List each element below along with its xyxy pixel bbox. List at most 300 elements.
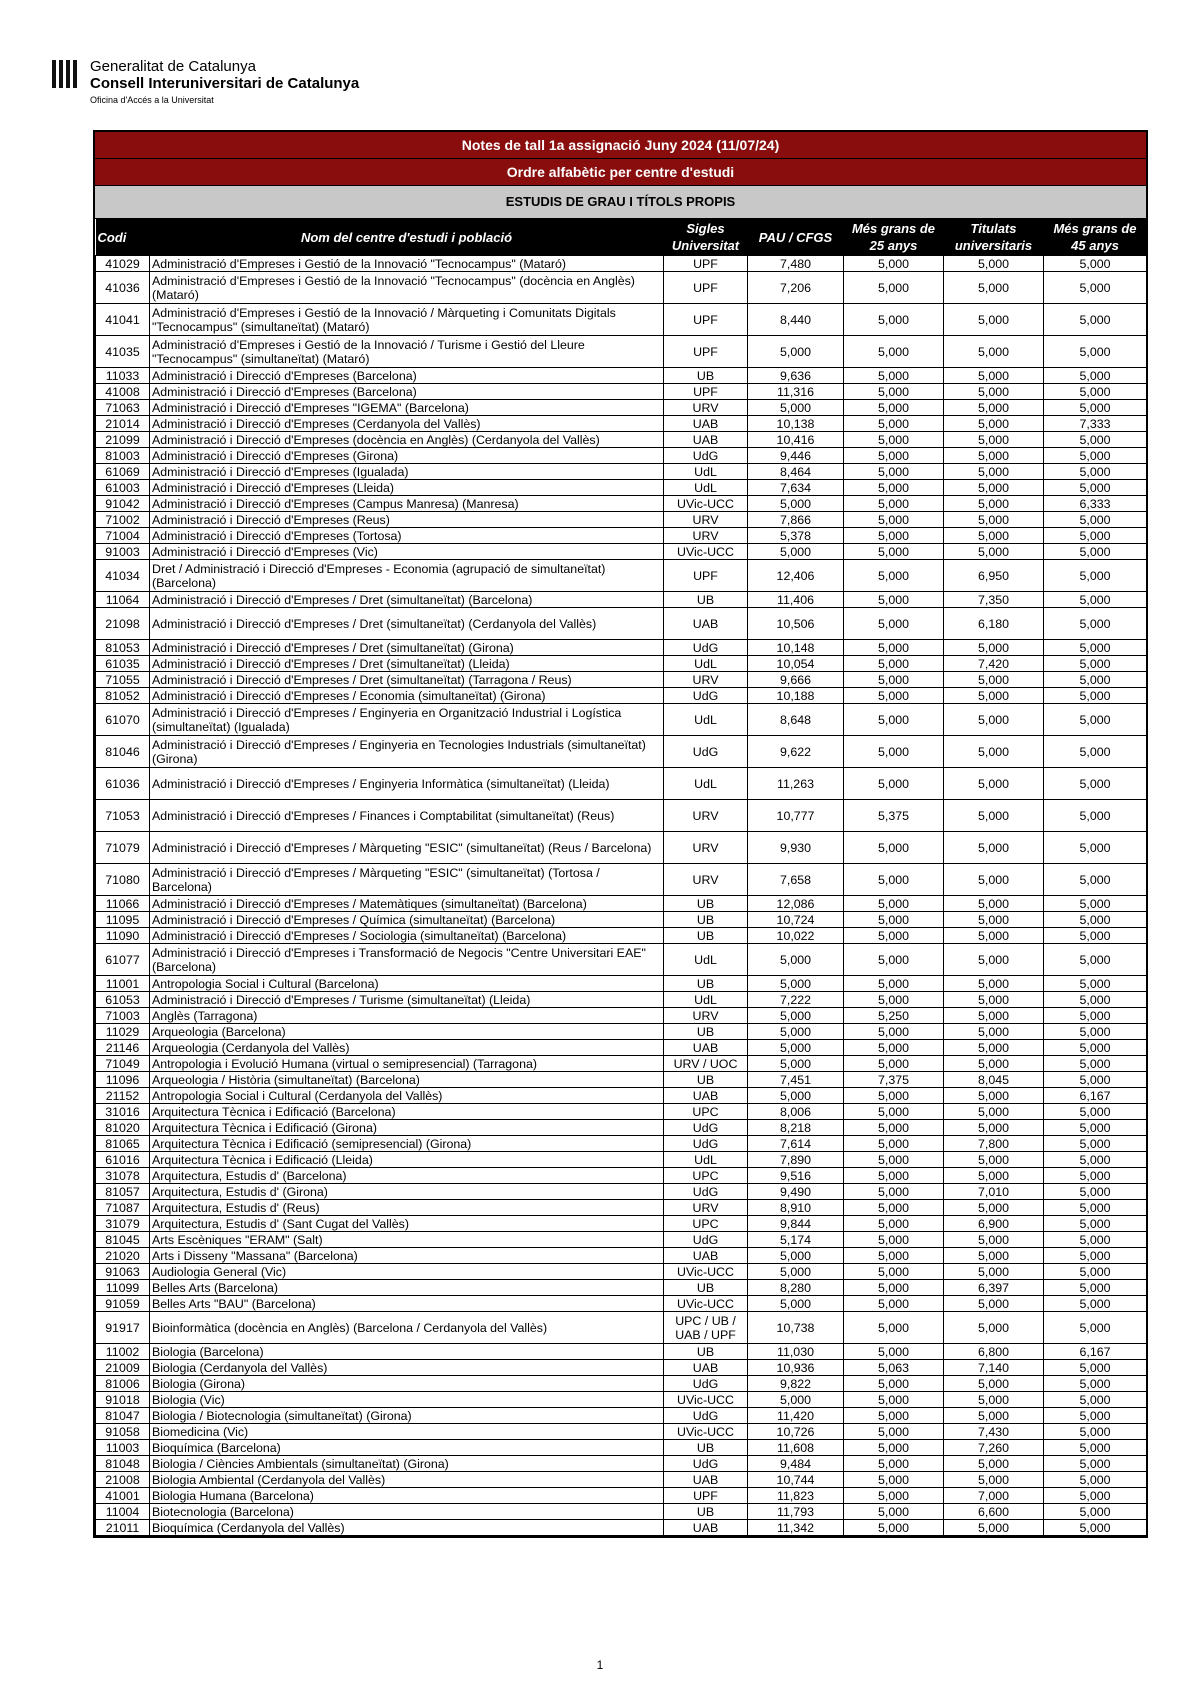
cell-universitat: URV <box>664 800 748 832</box>
column-header-nom: Nom del centre d'estudi i població <box>150 219 664 256</box>
cell-mes-grans-25: 5,000 <box>844 1184 944 1200</box>
cell-mes-grans-45: 5,000 <box>1044 896 1147 912</box>
cell-mes-grans-45: 5,000 <box>1044 384 1147 400</box>
cell-titulats: 6,950 <box>944 560 1044 592</box>
cell-universitat: UPC <box>664 1168 748 1184</box>
cell-titulats: 5,000 <box>944 928 1044 944</box>
cell-pau: 7,634 <box>748 480 844 496</box>
cell-pau: 11,793 <box>748 1504 844 1520</box>
cell-titulats: 7,420 <box>944 656 1044 672</box>
cell-nom: Arqueologia (Barcelona) <box>150 1024 664 1040</box>
cell-titulats: 5,000 <box>944 256 1044 272</box>
table-row <box>96 1248 1147 1264</box>
table-row <box>96 1424 1147 1440</box>
table-row <box>96 768 1147 800</box>
cell-pau: 7,222 <box>748 992 844 1008</box>
cell-mes-grans-45: 5,000 <box>1044 1312 1147 1344</box>
cell-nom: Biologia / Ciències Ambientals (simultaneïtat) (Girona) <box>150 1456 664 1472</box>
table-row <box>96 1392 1147 1408</box>
table-row <box>96 1200 1147 1216</box>
cell-universitat: UdL <box>664 992 748 1008</box>
table-row <box>96 1088 1147 1104</box>
cell-codi: 21098 <box>96 608 150 640</box>
cell-universitat: UB <box>664 1440 748 1456</box>
cell-titulats: 5,000 <box>944 896 1044 912</box>
cell-nom: Arts Escèniques "ERAM" (Salt) <box>150 1232 664 1248</box>
cell-titulats: 7,430 <box>944 1424 1044 1440</box>
cell-mes-grans-45: 5,000 <box>1044 1488 1147 1504</box>
table-row <box>96 1152 1147 1168</box>
cell-pau: 11,823 <box>748 1488 844 1504</box>
cell-mes-grans-25: 5,375 <box>844 800 944 832</box>
table-body <box>96 256 1147 1536</box>
cell-codi: 81048 <box>96 1456 150 1472</box>
cell-codi: 21008 <box>96 1472 150 1488</box>
cell-mes-grans-45: 5,000 <box>1044 864 1147 896</box>
cell-mes-grans-45: 5,000 <box>1044 464 1147 480</box>
cell-codi: 11003 <box>96 1440 150 1456</box>
cell-codi: 41001 <box>96 1488 150 1504</box>
cell-mes-grans-25: 5,000 <box>844 1056 944 1072</box>
cell-nom: Biologia (Cerdanyola del Vallès) <box>150 1360 664 1376</box>
table-row <box>96 1376 1147 1392</box>
cell-nom: Administració i Direcció d'Empreses / Dret (simultaneïtat) (Cerdanyola del Vallès) <box>150 608 664 640</box>
cell-mes-grans-25: 5,000 <box>844 464 944 480</box>
cell-nom: Antropologia Social i Cultural (Cerdanyola del Vallès) <box>150 1088 664 1104</box>
table-row <box>96 1360 1147 1376</box>
cell-universitat: UAB <box>664 432 748 448</box>
cell-codi: 41034 <box>96 560 150 592</box>
cell-pau: 9,636 <box>748 368 844 384</box>
cell-nom: Audiologia General (Vic) <box>150 1264 664 1280</box>
cell-mes-grans-25: 5,000 <box>844 1040 944 1056</box>
cell-codi: 61016 <box>96 1152 150 1168</box>
cell-mes-grans-45: 5,000 <box>1044 1376 1147 1392</box>
table-row <box>96 608 1147 640</box>
cell-nom: Administració i Direcció d'Empreses / Sociologia (simultaneïtat) (Barcelona) <box>150 928 664 944</box>
cell-nom: Arquitectura, Estudis d' (Reus) <box>150 1200 664 1216</box>
cell-mes-grans-25: 5,000 <box>844 1440 944 1456</box>
cell-mes-grans-45: 5,000 <box>1044 592 1147 608</box>
cell-nom: Administració i Direcció d'Empreses / Enginyeria en Tecnologies Industrials (simultaneïtat) (Girona) <box>150 736 664 768</box>
cell-codi: 41036 <box>96 272 150 304</box>
cell-mes-grans-25: 5,250 <box>844 1008 944 1024</box>
cell-pau: 9,822 <box>748 1376 844 1392</box>
cell-mes-grans-45: 5,000 <box>1044 1120 1147 1136</box>
cell-universitat: URV <box>664 1200 748 1216</box>
cell-titulats: 5,000 <box>944 1104 1044 1120</box>
cell-codi: 81045 <box>96 1232 150 1248</box>
table-row <box>96 1520 1147 1536</box>
cell-mes-grans-25: 5,000 <box>844 480 944 496</box>
cell-pau: 11,030 <box>748 1344 844 1360</box>
cell-universitat: UdG <box>664 1136 748 1152</box>
cell-pau: 10,148 <box>748 640 844 656</box>
cell-pau: 5,000 <box>748 1264 844 1280</box>
cell-codi: 71002 <box>96 512 150 528</box>
cell-titulats: 5,000 <box>944 1472 1044 1488</box>
cell-titulats: 6,600 <box>944 1504 1044 1520</box>
cell-titulats: 5,000 <box>944 1056 1044 1072</box>
cell-nom: Administració d'Empreses i Gestió de la Innovació / Turisme i Gestió del Lleure "Tecnocampus" (simultaneïtat) (Mataró) <box>150 336 664 368</box>
cell-codi: 21009 <box>96 1360 150 1376</box>
generalitat-logo-icon <box>52 60 78 88</box>
cell-universitat: UVic-UCC <box>664 1424 748 1440</box>
document-subtitle: Ordre alfabètic per centre d'estudi <box>95 159 1146 186</box>
cell-mes-grans-45: 5,000 <box>1044 304 1147 336</box>
cell-titulats: 7,260 <box>944 1440 1044 1456</box>
cell-nom: Biomedicina (Vic) <box>150 1424 664 1440</box>
cell-mes-grans-45: 5,000 <box>1044 1520 1147 1536</box>
document-title: Notes de tall 1a assignació Juny 2024 (11/07/24) <box>95 132 1146 159</box>
cell-titulats: 5,000 <box>944 1408 1044 1424</box>
cell-nom: Biologia / Biotecnologia (simultaneïtat) (Girona) <box>150 1408 664 1424</box>
cell-pau: 5,000 <box>748 1056 844 1072</box>
cell-titulats: 5,000 <box>944 1008 1044 1024</box>
cell-codi: 81003 <box>96 448 150 464</box>
table-row <box>96 736 1147 768</box>
cell-universitat: UAB <box>664 608 748 640</box>
cell-codi: 91042 <box>96 496 150 512</box>
cell-mes-grans-25: 5,000 <box>844 928 944 944</box>
cell-titulats: 5,000 <box>944 1120 1044 1136</box>
cell-nom: Administració i Direcció d'Empreses / Economia (simultaneïtat) (Girona) <box>150 688 664 704</box>
cell-universitat: UdG <box>664 1376 748 1392</box>
cell-pau: 11,420 <box>748 1408 844 1424</box>
cell-universitat: UdG <box>664 688 748 704</box>
cell-pau: 5,000 <box>748 944 844 976</box>
table-row <box>96 416 1147 432</box>
cell-mes-grans-45: 5,000 <box>1044 672 1147 688</box>
cell-mes-grans-45: 5,000 <box>1044 368 1147 384</box>
cell-nom: Anglès (Tarragona) <box>150 1008 664 1024</box>
cell-mes-grans-25: 5,000 <box>844 656 944 672</box>
cell-titulats: 5,000 <box>944 688 1044 704</box>
cell-titulats: 5,000 <box>944 992 1044 1008</box>
cell-universitat: URV <box>664 400 748 416</box>
cell-pau: 10,506 <box>748 608 844 640</box>
cell-titulats: 7,800 <box>944 1136 1044 1152</box>
cell-universitat: UB <box>664 592 748 608</box>
cell-mes-grans-25: 5,000 <box>844 1344 944 1360</box>
cell-titulats: 5,000 <box>944 864 1044 896</box>
cell-mes-grans-25: 5,000 <box>844 544 944 560</box>
cell-codi: 41008 <box>96 384 150 400</box>
cell-mes-grans-45: 5,000 <box>1044 912 1147 928</box>
cell-codi: 31079 <box>96 1216 150 1232</box>
cell-titulats: 7,010 <box>944 1184 1044 1200</box>
cell-titulats: 5,000 <box>944 400 1044 416</box>
cell-mes-grans-25: 5,000 <box>844 304 944 336</box>
cell-nom: Bioquímica (Barcelona) <box>150 1440 664 1456</box>
table-row <box>96 1312 1147 1344</box>
cell-universitat: UVic-UCC <box>664 496 748 512</box>
cell-titulats: 5,000 <box>944 1264 1044 1280</box>
cell-nom: Administració i Direcció d'Empreses / Finances i Comptabilitat (simultaneïtat) (Reus) <box>150 800 664 832</box>
cell-mes-grans-25: 5,000 <box>844 368 944 384</box>
cell-codi: 81020 <box>96 1120 150 1136</box>
cell-universitat: UPF <box>664 1488 748 1504</box>
cell-titulats: 5,000 <box>944 1200 1044 1216</box>
cell-universitat: URV <box>664 528 748 544</box>
table-row <box>96 800 1147 832</box>
table-row <box>96 304 1147 336</box>
cell-nom: Arqueologia / Història (simultaneïtat) (Barcelona) <box>150 1072 664 1088</box>
table-row <box>96 1040 1147 1056</box>
cell-nom: Antropologia Social i Cultural (Barcelona) <box>150 976 664 992</box>
cell-codi: 71053 <box>96 800 150 832</box>
cell-mes-grans-45: 5,000 <box>1044 1184 1147 1200</box>
table-row <box>96 944 1147 976</box>
cell-universitat: URV <box>664 832 748 864</box>
cell-pau: 11,263 <box>748 768 844 800</box>
cell-mes-grans-25: 5,000 <box>844 1392 944 1408</box>
cell-universitat: UB <box>664 928 748 944</box>
cell-codi: 41041 <box>96 304 150 336</box>
cell-pau: 5,000 <box>748 496 844 512</box>
table-row <box>96 1216 1147 1232</box>
cell-universitat: UAB <box>664 416 748 432</box>
cell-titulats: 5,000 <box>944 1520 1044 1536</box>
cell-mes-grans-45: 5,000 <box>1044 640 1147 656</box>
cell-titulats: 5,000 <box>944 1232 1044 1248</box>
cell-mes-grans-25: 5,000 <box>844 832 944 864</box>
cell-universitat: URV <box>664 864 748 896</box>
cell-codi: 11096 <box>96 1072 150 1088</box>
cell-mes-grans-25: 5,000 <box>844 560 944 592</box>
table-row <box>96 432 1147 448</box>
cell-codi: 71004 <box>96 528 150 544</box>
org-name-line3: Oficina d'Accés a la Universitat <box>90 95 214 105</box>
cell-pau: 5,378 <box>748 528 844 544</box>
cell-universitat: URV <box>664 512 748 528</box>
cell-titulats: 5,000 <box>944 672 1044 688</box>
cell-pau: 5,000 <box>748 976 844 992</box>
cell-universitat: UdG <box>664 1184 748 1200</box>
cell-universitat: UB <box>664 896 748 912</box>
cell-mes-grans-25: 5,000 <box>844 1200 944 1216</box>
cell-titulats: 5,000 <box>944 528 1044 544</box>
table-row <box>96 1184 1147 1200</box>
cell-codi: 81006 <box>96 1376 150 1392</box>
cell-universitat: UB <box>664 912 748 928</box>
cell-universitat: UVic-UCC <box>664 1296 748 1312</box>
cell-mes-grans-45: 5,000 <box>1044 736 1147 768</box>
cell-pau: 5,000 <box>748 1024 844 1040</box>
cell-pau: 7,890 <box>748 1152 844 1168</box>
cell-mes-grans-25: 5,000 <box>844 336 944 368</box>
cell-nom: Administració d'Empreses i Gestió de la Innovació / Màrqueting i Comunitats Digitals "Tecnocampus" (simultaneïtat) (Mataró) <box>150 304 664 336</box>
cell-universitat: UPF <box>664 560 748 592</box>
cell-mes-grans-45: 5,000 <box>1044 1104 1147 1120</box>
cell-mes-grans-25: 5,000 <box>844 592 944 608</box>
cell-mes-grans-25: 5,000 <box>844 1104 944 1120</box>
cell-codi: 61077 <box>96 944 150 976</box>
cell-nom: Administració i Direcció d'Empreses / Màrqueting "ESIC" (simultaneïtat) (Reus / Barcelona) <box>150 832 664 864</box>
cell-universitat: UdL <box>664 656 748 672</box>
results-sheet <box>93 130 1148 1538</box>
cell-nom: Arquitectura Tècnica i Edificació (Barcelona) <box>150 1104 664 1120</box>
cell-nom: Administració i Direcció d'Empreses / Química (simultaneïtat) (Barcelona) <box>150 912 664 928</box>
column-header-mes-grans-45: Més grans de 45 anys <box>1044 219 1147 256</box>
cell-nom: Administració i Direcció d'Empreses / Turisme (simultaneïtat) (Lleida) <box>150 992 664 1008</box>
cell-pau: 8,910 <box>748 1200 844 1216</box>
cell-titulats: 5,000 <box>944 912 1044 928</box>
cell-mes-grans-45: 5,000 <box>1044 1264 1147 1280</box>
table-row <box>96 672 1147 688</box>
table-row <box>96 1488 1147 1504</box>
cell-codi: 61035 <box>96 656 150 672</box>
cell-mes-grans-45: 5,000 <box>1044 272 1147 304</box>
cell-nom: Administració i Direcció d'Empreses / Màrqueting "ESIC" (simultaneïtat) (Tortosa / Barcelona) <box>150 864 664 896</box>
cell-pau: 7,206 <box>748 272 844 304</box>
cell-titulats: 5,000 <box>944 800 1044 832</box>
cell-pau: 9,622 <box>748 736 844 768</box>
cell-mes-grans-25: 5,000 <box>844 416 944 432</box>
cell-pau: 5,000 <box>748 1088 844 1104</box>
cell-codi: 71055 <box>96 672 150 688</box>
cell-codi: 11033 <box>96 368 150 384</box>
cell-mes-grans-45: 5,000 <box>1044 608 1147 640</box>
cell-nom: Administració i Direcció d'Empreses (Barcelona) <box>150 384 664 400</box>
table-row <box>96 1280 1147 1296</box>
table-row <box>96 1136 1147 1152</box>
cell-mes-grans-25: 5,000 <box>844 1408 944 1424</box>
cell-universitat: UPC <box>664 1104 748 1120</box>
cell-titulats: 6,180 <box>944 608 1044 640</box>
cell-titulats: 5,000 <box>944 480 1044 496</box>
cell-titulats: 6,900 <box>944 1216 1044 1232</box>
cell-codi: 11004 <box>96 1504 150 1520</box>
cell-codi: 91058 <box>96 1424 150 1440</box>
cell-codi: 91063 <box>96 1264 150 1280</box>
cell-nom: Arts i Disseny "Massana" (Barcelona) <box>150 1248 664 1264</box>
cell-mes-grans-25: 5,000 <box>844 496 944 512</box>
cell-mes-grans-45: 6,167 <box>1044 1088 1147 1104</box>
cell-titulats: 5,000 <box>944 1376 1044 1392</box>
cell-titulats: 5,000 <box>944 640 1044 656</box>
cell-universitat: UVic-UCC <box>664 544 748 560</box>
cell-pau: 9,446 <box>748 448 844 464</box>
cell-mes-grans-45: 5,000 <box>1044 656 1147 672</box>
cell-nom: Biologia Humana (Barcelona) <box>150 1488 664 1504</box>
cell-nom: Administració i Direcció d'Empreses (Reus) <box>150 512 664 528</box>
table-row <box>96 656 1147 672</box>
cell-mes-grans-45: 5,000 <box>1044 976 1147 992</box>
column-header-codi: Codi <box>96 219 150 256</box>
cell-codi: 71087 <box>96 1200 150 1216</box>
cell-nom: Arqueologia (Cerdanyola del Vallès) <box>150 1040 664 1056</box>
cell-pau: 5,000 <box>748 400 844 416</box>
cell-universitat: UAB <box>664 1040 748 1056</box>
cell-mes-grans-25: 5,000 <box>844 1472 944 1488</box>
cell-mes-grans-25: 5,000 <box>844 672 944 688</box>
cell-universitat: UdL <box>664 944 748 976</box>
cell-mes-grans-25: 5,000 <box>844 704 944 736</box>
cell-titulats: 8,045 <box>944 1072 1044 1088</box>
cell-titulats: 5,000 <box>944 832 1044 864</box>
column-header-pau: PAU / CFGS <box>748 219 844 256</box>
cell-mes-grans-25: 5,000 <box>844 1280 944 1296</box>
cell-codi: 11066 <box>96 896 150 912</box>
table-row <box>96 448 1147 464</box>
cell-mes-grans-45: 5,000 <box>1044 944 1147 976</box>
cell-pau: 7,451 <box>748 1072 844 1088</box>
cell-universitat: UAB <box>664 1472 748 1488</box>
cell-pau: 10,724 <box>748 912 844 928</box>
cell-nom: Administració i Direcció d'Empreses i Transformació de Negocis "Centre Universitari EAE" (Barcelona) <box>150 944 664 976</box>
cell-codi: 21152 <box>96 1088 150 1104</box>
table-row <box>96 1440 1147 1456</box>
table-header-row <box>96 219 1147 256</box>
cell-mes-grans-45: 5,000 <box>1044 1440 1147 1456</box>
cell-pau: 12,406 <box>748 560 844 592</box>
cell-mes-grans-45: 5,000 <box>1044 688 1147 704</box>
cell-nom: Administració i Direcció d'Empreses (Campus Manresa) (Manresa) <box>150 496 664 512</box>
cell-universitat: UVic-UCC <box>664 1392 748 1408</box>
column-header-universitat: Sigles Universitat <box>664 219 748 256</box>
cell-codi: 21020 <box>96 1248 150 1264</box>
cell-codi: 21099 <box>96 432 150 448</box>
cell-pau: 10,738 <box>748 1312 844 1344</box>
cell-titulats: 5,000 <box>944 1024 1044 1040</box>
cell-mes-grans-25: 5,000 <box>844 432 944 448</box>
cell-nom: Antropologia i Evolució Humana (virtual o semipresencial) (Tarragona) <box>150 1056 664 1072</box>
cell-pau: 9,666 <box>748 672 844 688</box>
cell-titulats: 5,000 <box>944 336 1044 368</box>
cell-titulats: 6,800 <box>944 1344 1044 1360</box>
table-row <box>96 1296 1147 1312</box>
cell-nom: Arquitectura Tècnica i Edificació (Girona) <box>150 1120 664 1136</box>
section-heading: ESTUDIS DE GRAU I TÍTOLS PROPIS <box>95 186 1146 219</box>
table-row <box>96 544 1147 560</box>
cell-mes-grans-25: 5,000 <box>844 1088 944 1104</box>
cell-titulats: 5,000 <box>944 1152 1044 1168</box>
cell-mes-grans-45: 5,000 <box>1044 1168 1147 1184</box>
cell-universitat: UPF <box>664 272 748 304</box>
cell-universitat: UB <box>664 1280 748 1296</box>
cell-codi: 61053 <box>96 992 150 1008</box>
cell-nom: Belles Arts "BAU" (Barcelona) <box>150 1296 664 1312</box>
cell-mes-grans-25: 5,063 <box>844 1360 944 1376</box>
cell-universitat: UdG <box>664 1456 748 1472</box>
page-number: 1 <box>596 1658 604 1672</box>
cell-titulats: 5,000 <box>944 736 1044 768</box>
cell-pau: 7,658 <box>748 864 844 896</box>
cell-mes-grans-45: 5,000 <box>1044 1200 1147 1216</box>
cell-pau: 7,480 <box>748 256 844 272</box>
table-row <box>96 1408 1147 1424</box>
cell-mes-grans-45: 5,000 <box>1044 528 1147 544</box>
cell-universitat: UVic-UCC <box>664 1264 748 1280</box>
cell-nom: Arquitectura Tècnica i Edificació (semipresencial) (Girona) <box>150 1136 664 1152</box>
cell-titulats: 5,000 <box>944 1168 1044 1184</box>
cell-titulats: 7,140 <box>944 1360 1044 1376</box>
cell-pau: 10,022 <box>748 928 844 944</box>
cutoff-table <box>95 219 1147 1536</box>
cell-mes-grans-25: 5,000 <box>844 1248 944 1264</box>
cell-mes-grans-45: 5,000 <box>1044 1456 1147 1472</box>
cell-nom: Administració i Direcció d'Empreses (Cerdanyola del Vallès) <box>150 416 664 432</box>
cell-codi: 91018 <box>96 1392 150 1408</box>
cell-pau: 5,000 <box>748 1008 844 1024</box>
cell-codi: 21014 <box>96 416 150 432</box>
cell-pau: 10,416 <box>748 432 844 448</box>
cell-universitat: URV <box>664 1008 748 1024</box>
cell-mes-grans-45: 5,000 <box>1044 400 1147 416</box>
cell-mes-grans-25: 5,000 <box>844 1296 944 1312</box>
cell-mes-grans-45: 5,000 <box>1044 1504 1147 1520</box>
